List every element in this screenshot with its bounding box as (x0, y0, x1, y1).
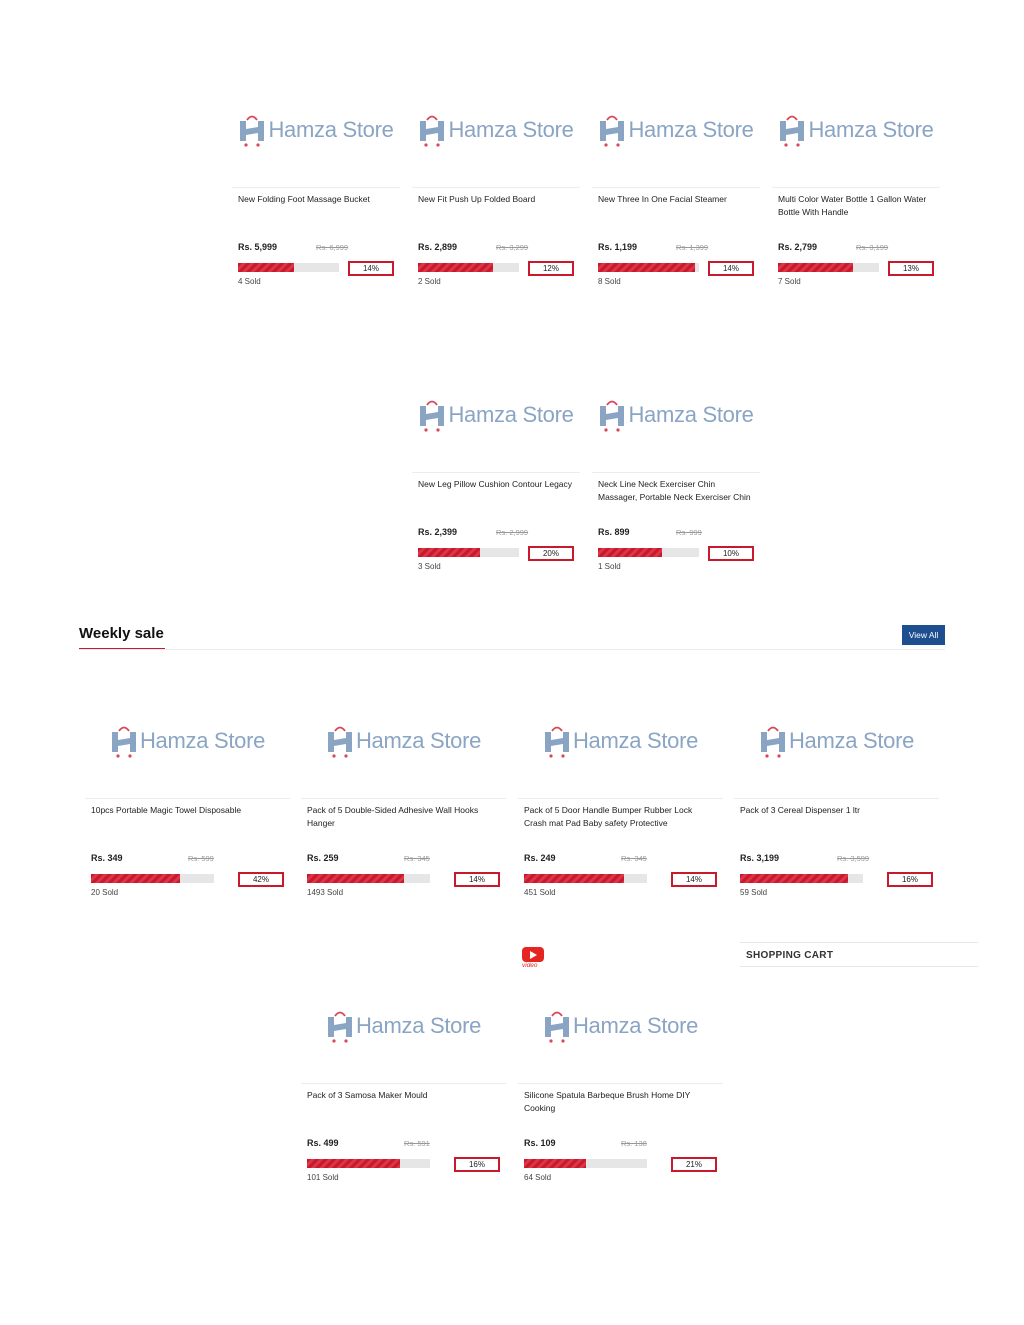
sold-count: 64 Sold (524, 1173, 552, 1182)
card-divider (734, 798, 939, 799)
hamza-store-bag-icon (598, 112, 626, 148)
sold-progress-bar (598, 548, 699, 557)
hamza-store-bag-icon (418, 112, 446, 148)
sold-progress-bar (598, 263, 699, 272)
product-price: Rs. 5,999 (238, 242, 278, 252)
store-logo (418, 397, 573, 433)
store-logo (238, 112, 393, 148)
sold-count: 3 Sold (418, 562, 441, 571)
product-card[interactable] (734, 686, 939, 901)
product-card[interactable] (518, 971, 723, 1186)
product-image[interactable] (232, 75, 400, 185)
logo-text: Hamza Store (139, 728, 266, 753)
shopping-cart-title: SHOPPING CART (746, 950, 834, 961)
sold-count: 7 Sold (778, 277, 801, 286)
discount-badge: 16% (454, 1157, 500, 1172)
product-title[interactable]: New Fit Push Up Folded Board (418, 194, 536, 204)
section-divider (79, 649, 945, 650)
product-old-price: Rs. 6,999 (316, 243, 349, 252)
discount-badge: 21% (671, 1157, 717, 1172)
product-price: Rs. 259 (307, 853, 339, 863)
sold-count: 59 Sold (740, 888, 768, 897)
product-card[interactable] (518, 686, 723, 901)
video-label: video (522, 962, 538, 969)
sold-progress-fill (307, 874, 404, 883)
product-old-price: Rs. 3,599 (837, 854, 870, 863)
product-price: Rs. 499 (307, 1138, 339, 1148)
product-title[interactable]: New Three In One Facial Steamer (598, 194, 727, 204)
card-divider (772, 187, 940, 188)
product-title[interactable]: Neck Line Neck Exerciser Chin Massager, Portable Neck Exerciser Chin (598, 479, 751, 502)
logo-text: Hamza Store (355, 1013, 482, 1038)
logo-text: Hamza Store (572, 1013, 699, 1038)
product-image[interactable] (412, 360, 580, 470)
sold-progress-bar (524, 1159, 647, 1168)
store-logo (110, 723, 265, 759)
sold-progress-fill (307, 1159, 400, 1168)
hamza-store-bag-icon (418, 397, 446, 433)
sold-count: 451 Sold (524, 888, 556, 897)
discount-badge: 42% (238, 872, 284, 887)
sold-count: 20 Sold (91, 888, 119, 897)
product-title[interactable]: New Folding Foot Massage Bucket (238, 194, 370, 204)
discount-badge: 14% (348, 261, 394, 276)
product-price: Rs. 3,199 (740, 853, 780, 863)
logo-text: Hamza Store (448, 117, 574, 142)
product-price: Rs. 2,399 (418, 527, 458, 537)
product-card[interactable] (772, 75, 940, 290)
product-title[interactable]: New Leg Pillow Cushion Contour Legacy (418, 479, 573, 489)
sold-count: 4 Sold (238, 277, 261, 286)
store-logo (598, 397, 753, 433)
product-title[interactable]: Silicone Spatula Barbeque Brush Home DIY Cooking (524, 1090, 691, 1113)
card-divider (301, 798, 506, 799)
product-card[interactable] (412, 360, 580, 575)
product-image[interactable] (301, 686, 506, 796)
card-divider (592, 472, 760, 473)
logo-text: Hamza Store (268, 117, 394, 142)
sold-progress-fill (778, 263, 853, 272)
sold-count: 101 Sold (307, 1173, 339, 1182)
product-image[interactable] (772, 75, 940, 185)
sold-count: 1 Sold (598, 562, 621, 571)
sold-progress-bar (307, 874, 430, 883)
product-price: Rs. 249 (524, 853, 556, 863)
sold-progress-bar (740, 874, 863, 883)
sold-progress-fill (418, 548, 480, 557)
store-logo (326, 723, 481, 759)
hamza-store-bag-icon (543, 723, 571, 759)
store-logo (778, 112, 933, 148)
store-logo (543, 723, 698, 759)
logo-text: Hamza Store (628, 117, 754, 142)
sold-progress-bar (418, 548, 519, 557)
sold-progress-bar (418, 263, 519, 272)
sold-progress-fill (418, 263, 493, 272)
card-divider (232, 187, 400, 188)
card-divider (518, 798, 723, 799)
discount-badge: 14% (454, 872, 500, 887)
discount-badge: 20% (528, 546, 574, 561)
product-price: Rs. 2,799 (778, 242, 818, 252)
sold-progress-bar (778, 263, 879, 272)
discount-badge: 14% (708, 261, 754, 276)
sold-count: 1493 Sold (307, 888, 344, 897)
hamza-store-bag-icon (110, 723, 138, 759)
product-old-price: Rs. 1,399 (676, 243, 709, 252)
product-image[interactable] (518, 686, 723, 796)
product-price: Rs. 899 (598, 527, 630, 537)
product-card[interactable] (85, 686, 290, 901)
discount-badge: 14% (671, 872, 717, 887)
sold-progress-bar (307, 1159, 430, 1168)
sold-progress-bar (238, 263, 339, 272)
sold-progress-bar (91, 874, 214, 883)
product-title[interactable]: 10pcs Portable Magic Towel Disposable (91, 805, 242, 815)
sold-count: 2 Sold (418, 277, 441, 286)
product-price: Rs. 2,899 (418, 242, 458, 252)
sold-progress-fill (238, 263, 294, 272)
product-old-price: Rs. 999 (676, 528, 702, 537)
product-old-price: Rs. 3,299 (496, 243, 529, 252)
sold-progress-fill (740, 874, 848, 883)
card-divider (518, 1083, 723, 1084)
product-title[interactable]: Pack of 5 Door Handle Bumper Rubber Lock Crash mat Pad Baby safety Protective (524, 805, 693, 828)
product-title[interactable]: Pack of 3 Samosa Maker Mould (307, 1090, 428, 1100)
logo-text: Hamza Store (572, 728, 699, 753)
card-divider (412, 472, 580, 473)
sold-progress-bar (524, 874, 647, 883)
product-old-price: Rs. 2,999 (496, 528, 529, 537)
card-divider (85, 798, 290, 799)
card-divider (592, 187, 760, 188)
product-image[interactable] (734, 686, 939, 796)
logo-text: Hamza Store (448, 402, 574, 427)
card-divider (412, 187, 580, 188)
product-title[interactable]: Pack of 3 Cereal Dispenser 1 ltr (740, 805, 860, 815)
product-image[interactable] (592, 75, 760, 185)
sold-count: 8 Sold (598, 277, 621, 286)
store-logo (759, 723, 914, 759)
card-divider (301, 1083, 506, 1084)
store-logo (418, 112, 573, 148)
product-old-price: Rs. 591 (404, 1139, 430, 1148)
product-card[interactable] (592, 75, 760, 290)
hamza-store-bag-icon (598, 397, 626, 433)
product-old-price: Rs. 138 (621, 1139, 647, 1148)
sold-progress-fill (598, 263, 695, 272)
hamza-store-bag-icon (326, 1008, 354, 1044)
product-card[interactable] (412, 75, 580, 290)
product-title[interactable]: Multi Color Water Bottle 1 Gallon Water Bottle With Handle (778, 194, 927, 217)
store-logo (326, 1008, 481, 1044)
product-old-price: Rs. 345 (404, 854, 430, 863)
product-title[interactable]: Pack of 5 Double-Sided Adhesive Wall Hooks Hanger (307, 805, 479, 828)
shopping-cart-widget[interactable] (740, 942, 978, 967)
sold-progress-fill (524, 1159, 586, 1168)
discount-badge: 13% (888, 261, 934, 276)
product-old-price: Rs. 345 (621, 854, 647, 863)
discount-badge: 16% (887, 872, 933, 887)
product-old-price: Rs. 599 (188, 854, 214, 863)
product-image[interactable] (85, 686, 290, 796)
hamza-store-bag-icon (778, 112, 806, 148)
youtube-play-icon (522, 947, 544, 962)
sold-progress-fill (598, 548, 662, 557)
product-price: Rs. 109 (524, 1138, 556, 1148)
store-logo (598, 112, 753, 148)
product-card[interactable] (232, 75, 400, 290)
product-price: Rs. 349 (91, 853, 123, 863)
product-image[interactable] (518, 971, 723, 1081)
video-badge[interactable] (520, 947, 546, 971)
product-card[interactable] (301, 686, 506, 901)
hamza-store-bag-icon (238, 112, 266, 148)
hamza-store-bag-icon (759, 723, 787, 759)
logo-text: Hamza Store (808, 117, 934, 142)
logo-text: Hamza Store (628, 402, 754, 427)
sold-progress-fill (91, 874, 180, 883)
logo-text: Hamza Store (355, 728, 482, 753)
hamza-store-bag-icon (326, 723, 354, 759)
product-old-price: Rs. 3,199 (856, 243, 889, 252)
view-all-button[interactable]: View All (902, 625, 945, 645)
hamza-store-bag-icon (543, 1008, 571, 1044)
weekly-sale-heading: Weekly sale (79, 625, 164, 642)
store-logo (543, 1008, 698, 1044)
product-price: Rs. 1,199 (598, 242, 638, 252)
product-image[interactable] (592, 360, 760, 470)
discount-badge: 12% (528, 261, 574, 276)
product-card[interactable] (592, 360, 760, 575)
product-image[interactable] (412, 75, 580, 185)
sold-progress-fill (524, 874, 624, 883)
discount-badge: 10% (708, 546, 754, 561)
logo-text: Hamza Store (788, 728, 915, 753)
product-card[interactable] (301, 971, 506, 1186)
product-image[interactable] (301, 971, 506, 1081)
